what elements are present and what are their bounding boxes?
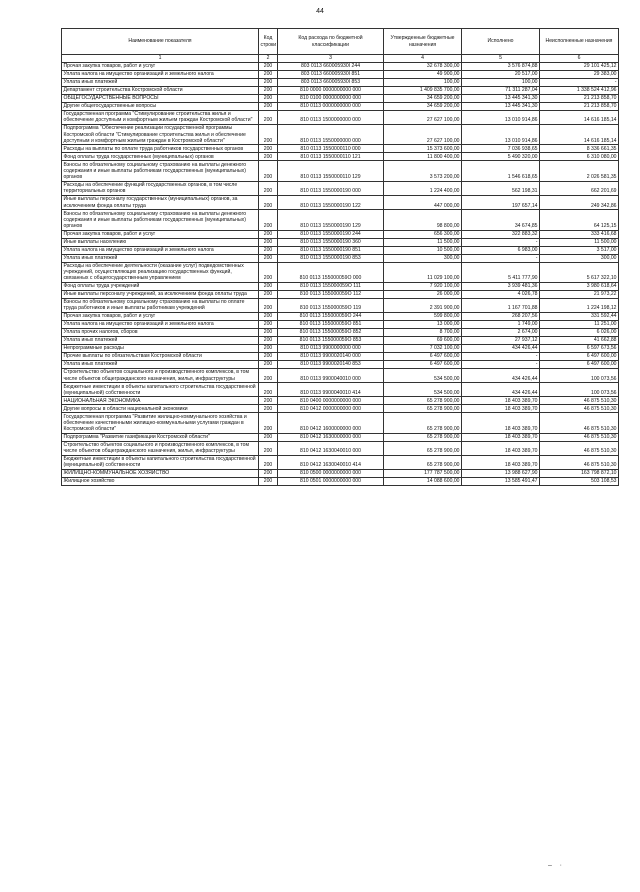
row-remaining-cell: 29 101 425,12	[540, 62, 619, 70]
row-name-cell: Государственная программа "Развитие жилищно-коммунального хозяйства и обеспечение качественными жилищно-коммунальными услугами граждан в Костромской области"	[62, 413, 259, 433]
row-line-code-cell: 200	[259, 145, 278, 153]
row-approved-cell: 11 500,00	[384, 238, 462, 246]
row-remaining-cell: 11 251,00	[540, 321, 619, 329]
row-remaining-cell: 1 338 524 412,96	[540, 86, 619, 94]
row-budget-code-cell: 810 0400 0000000000 000	[278, 397, 384, 405]
table-row	[62, 360, 619, 368]
column-number: 3	[278, 55, 384, 63]
row-line-code-cell: 200	[259, 405, 278, 413]
row-remaining-cell: 21 213 858,70	[540, 102, 619, 110]
table-row	[62, 145, 619, 153]
row-executed-cell: 18 403 389,70	[462, 433, 540, 441]
row-line-code-cell: 200	[259, 62, 278, 70]
row-remaining-cell: 100 073,56	[540, 368, 619, 382]
row-line-code-cell: 200	[259, 470, 278, 478]
row-line-code-cell: 200	[259, 78, 278, 86]
row-budget-code-cell: 810 0000 0000000000 000	[278, 86, 384, 94]
row-name-cell: Прочие выплаты по обязательствам Костромской области	[62, 353, 259, 361]
row-executed-cell: 18 403 389,70	[462, 405, 540, 413]
row-budget-code-cell: 810 0113 9900040010 000	[278, 368, 384, 382]
row-line-code-cell: 200	[259, 413, 278, 433]
row-budget-code-cell: 810 0500 0000000000 000	[278, 470, 384, 478]
row-budget-code-cell: 810 0501 0000000000 000	[278, 478, 384, 486]
row-line-code-cell: 200	[259, 298, 278, 312]
row-budget-code-cell: 810 0113 1550000190 000	[278, 181, 384, 195]
row-executed-cell: 18 403 389,70	[462, 413, 540, 433]
row-budget-code-cell: 810 0113 9900020140 000	[278, 353, 384, 361]
row-approved-cell: 300,00	[384, 254, 462, 262]
column-number: 4	[384, 55, 462, 63]
row-name-cell: Фонд оплаты труда государственных (муниципальных) органов	[62, 153, 259, 161]
row-budget-code-cell: 810 0113 1550000000 000	[278, 125, 384, 145]
row-budget-code-cell: 810 0113 1550000190 360	[278, 238, 384, 246]
header-budget-code: Код расхода по бюджетной классификации	[278, 29, 384, 55]
row-budget-code-cell: 810 0113 1550000190 129	[278, 210, 384, 230]
row-name-cell: Бюджетные инвестиции в объекты капитального строительства государственной (муниципальной) собственности	[62, 455, 259, 469]
row-executed-cell: 5 490 320,00	[462, 153, 540, 161]
row-budget-code-cell: 803 0113 660005930I 244	[278, 62, 384, 70]
column-number: 1	[62, 55, 259, 63]
header-name: Наименование показателя	[62, 29, 259, 55]
row-budget-code-cell: 810 0113 1550000110 000	[278, 145, 384, 153]
row-budget-code-cell: 803 0113 660005930I 853	[278, 78, 384, 86]
row-name-cell: НАЦИОНАЛЬНАЯ ЭКОНОМИКА	[62, 397, 259, 405]
row-executed-cell: 18 403 389,70	[462, 455, 540, 469]
row-line-code-cell: 200	[259, 161, 278, 181]
row-line-code-cell: 200	[259, 313, 278, 321]
row-remaining-cell: 3 517,00	[540, 246, 619, 254]
row-budget-code-cell: 810 0113 155000059О 852	[278, 329, 384, 337]
row-line-code-cell: 200	[259, 353, 278, 361]
row-approved-cell: 27 627 100,00	[384, 110, 462, 124]
row-line-code-cell: 200	[259, 110, 278, 124]
row-approved-cell: 14 088 600,00	[384, 478, 462, 486]
column-number-row	[62, 55, 619, 63]
table-row	[62, 397, 619, 405]
table-row	[62, 110, 619, 124]
table-row	[62, 478, 619, 486]
row-approved-cell: 2 391 900,00	[384, 298, 462, 312]
row-remaining-cell: 29 383,00	[540, 70, 619, 78]
row-remaining-cell: 100 073,56	[540, 383, 619, 397]
row-remaining-cell: 46 875 510,30	[540, 397, 619, 405]
row-name-cell: Подпрограмма "Развитие газификации Костромской области"	[62, 433, 259, 441]
row-budget-code-cell: 810 0412 1630040010 000	[278, 441, 384, 455]
table-row	[62, 238, 619, 246]
row-approved-cell: 447 000,00	[384, 196, 462, 210]
row-line-code-cell: 200	[259, 230, 278, 238]
table-row	[62, 210, 619, 230]
row-name-cell: Бюджетные инвестиции в объекты капитального строительства государственной (муниципальной) собственности	[62, 383, 259, 397]
row-remaining-cell: 662 201,69	[540, 181, 619, 195]
row-line-code-cell: 200	[259, 94, 278, 102]
row-name-cell: Жилищное хозяйство	[62, 478, 259, 486]
row-name-cell: Расходы на обеспечение деятельности (оказание услуг) подведомственных учреждений, осуществляющих реализацию государственных функций, связанных с общегосударственным управлением	[62, 262, 259, 282]
row-budget-code-cell: 810 0113 0000000000 000	[278, 102, 384, 110]
row-line-code-cell: 200	[259, 478, 278, 486]
row-executed-cell: -	[462, 238, 540, 246]
table-row	[62, 254, 619, 262]
table-row	[62, 196, 619, 210]
row-remaining-cell: 14 616 185,14	[540, 110, 619, 124]
row-executed-cell: 1 546 618,65	[462, 161, 540, 181]
row-approved-cell: 599 800,00	[384, 313, 462, 321]
table-row	[62, 230, 619, 238]
row-name-cell: Уплата прочих налогов, сборов	[62, 329, 259, 337]
row-line-code-cell: 200	[259, 337, 278, 345]
row-executed-cell: 322 883,32	[462, 230, 540, 238]
row-budget-code-cell: 810 0113 155000059О 119	[278, 298, 384, 312]
row-executed-cell: 562 198,31	[462, 181, 540, 195]
row-name-cell: Уплата иных платежей	[62, 254, 259, 262]
row-approved-cell: 11 800 400,00	[384, 153, 462, 161]
row-name-cell: Другие вопросы в области национальной экономики	[62, 405, 259, 413]
row-budget-code-cell: 810 0113 155000059О 111	[278, 282, 384, 290]
header-approved: Утвержденные бюджетные назначения	[384, 29, 462, 55]
row-executed-cell: 13 445 341,30	[462, 102, 540, 110]
row-budget-code-cell: 810 0113 155000059О 853	[278, 337, 384, 345]
row-name-cell: Иные выплаты персоналу учреждений, за исключением фонда оплаты труда	[62, 290, 259, 298]
row-remaining-cell: 2 026 581,35	[540, 161, 619, 181]
row-approved-cell: 656 300,00	[384, 230, 462, 238]
row-remaining-cell: 3 980 618,64	[540, 282, 619, 290]
row-line-code-cell: 200	[259, 383, 278, 397]
row-budget-code-cell: 810 0113 1550000190 122	[278, 196, 384, 210]
row-executed-cell: 268 207,56	[462, 313, 540, 321]
row-line-code-cell: 200	[259, 321, 278, 329]
row-name-cell: Уплата иных платежей	[62, 337, 259, 345]
row-line-code-cell: 200	[259, 181, 278, 195]
row-approved-cell: 49 900,00	[384, 70, 462, 78]
table-row	[62, 455, 619, 469]
table-row	[62, 321, 619, 329]
row-approved-cell: 100,00	[384, 78, 462, 86]
table-row	[62, 298, 619, 312]
row-executed-cell: 1 749,00	[462, 321, 540, 329]
row-remaining-cell: 46 875 510,30	[540, 455, 619, 469]
row-remaining-cell: 8 336 661,35	[540, 145, 619, 153]
row-remaining-cell: 249 342,86	[540, 196, 619, 210]
table-row	[62, 441, 619, 455]
row-approved-cell: 11 029 100,00	[384, 262, 462, 282]
row-line-code-cell: 200	[259, 397, 278, 405]
row-approved-cell: 65 278 900,00	[384, 397, 462, 405]
row-approved-cell: 8 700,00	[384, 329, 462, 337]
row-approved-cell: 15 373 600,00	[384, 145, 462, 153]
row-remaining-cell: 331 592,44	[540, 313, 619, 321]
row-executed-cell: 13 010 914,86	[462, 125, 540, 145]
row-remaining-cell: -	[540, 78, 619, 86]
row-approved-cell: 6 497 600,00	[384, 353, 462, 361]
row-executed-cell: 13 445 341,30	[462, 94, 540, 102]
row-budget-code-cell: 810 0113 1550000190 851	[278, 246, 384, 254]
row-executed-cell: 2 674,00	[462, 329, 540, 337]
row-line-code-cell: 200	[259, 345, 278, 353]
row-line-code-cell: 200	[259, 455, 278, 469]
row-name-cell: Департамент строительства Костромской области	[62, 86, 259, 94]
row-approved-cell: 1 409 835 700,00	[384, 86, 462, 94]
row-approved-cell: 534 500,00	[384, 383, 462, 397]
row-name-cell: Уплата налога на имущество организаций и земельного налога	[62, 321, 259, 329]
row-budget-code-cell: 810 0113 1550000110 129	[278, 161, 384, 181]
row-approved-cell: 13 000,00	[384, 321, 462, 329]
row-line-code-cell: 200	[259, 290, 278, 298]
page-corner-marks: – ·	[548, 862, 563, 869]
row-name-cell: Взносы по обязательному социальному страхованию на выплаты по оплате труда работников и иные выплаты работникам учреждений	[62, 298, 259, 312]
row-line-code-cell: 200	[259, 102, 278, 110]
header-executed: Исполнено	[462, 29, 540, 55]
row-executed-cell: 18 403 389,70	[462, 397, 540, 405]
row-executed-cell: 197 657,14	[462, 196, 540, 210]
row-remaining-cell: 41 662,88	[540, 337, 619, 345]
header-line-code: Код строки	[259, 29, 278, 55]
row-executed-cell: 4 026,78	[462, 290, 540, 298]
row-approved-cell: 34 659 200,00	[384, 102, 462, 110]
row-name-cell: Непрограммные расходы	[62, 345, 259, 353]
table-row	[62, 353, 619, 361]
row-name-cell: Другие общегосударственные вопросы	[62, 102, 259, 110]
row-executed-cell: 27 937,12	[462, 337, 540, 345]
row-budget-code-cell: 810 0412 1600000000 000	[278, 413, 384, 433]
row-line-code-cell: 200	[259, 254, 278, 262]
row-remaining-cell: 6 310 080,00	[540, 153, 619, 161]
header-remaining: Неисполненные назначения	[540, 29, 619, 55]
table-row	[62, 70, 619, 78]
row-line-code-cell: 200	[259, 433, 278, 441]
table-row	[62, 290, 619, 298]
row-remaining-cell: 300,00	[540, 254, 619, 262]
row-executed-cell: -	[462, 254, 540, 262]
row-remaining-cell: 503 108,53	[540, 478, 619, 486]
table-row	[62, 413, 619, 433]
row-name-cell: Прочая закупка товаров, работ и услуг	[62, 230, 259, 238]
row-approved-cell: 1 224 400,00	[384, 181, 462, 195]
row-executed-cell: 1 167 701,88	[462, 298, 540, 312]
table-row	[62, 86, 619, 94]
row-name-cell: ОБЩЕГОСУДАРСТВЕННЫЕ ВОПРОСЫ	[62, 94, 259, 102]
row-executed-cell: 5 411 777,90	[462, 262, 540, 282]
table-row	[62, 345, 619, 353]
row-name-cell: Строительство объектов социального и производственного комплексов, в том числе объектов общегражданского назначения, жилья, инфраструктуры	[62, 368, 259, 382]
row-name-cell: Прочая закупка товаров, работ и услуг	[62, 62, 259, 70]
table-row	[62, 153, 619, 161]
table-header-row	[62, 29, 619, 55]
row-budget-code-cell: 810 0412 1630000000 000	[278, 433, 384, 441]
row-name-cell: Иные выплаты персоналу государственных (муниципальных) органов, за исключением фонда оплаты труда	[62, 196, 259, 210]
row-name-cell: Уплата иных платежей	[62, 78, 259, 86]
row-executed-cell: 3 576 874,88	[462, 62, 540, 70]
row-remaining-cell: 11 500,00	[540, 238, 619, 246]
table-row	[62, 313, 619, 321]
row-line-code-cell: 200	[259, 441, 278, 455]
row-budget-code-cell: 810 0113 9900000000 000	[278, 345, 384, 353]
row-remaining-cell: 46 875 510,30	[540, 405, 619, 413]
table-row	[62, 246, 619, 254]
row-name-cell: Уплата налога на имущество организаций и земельного налога	[62, 70, 259, 78]
row-budget-code-cell: 803 0113 660005930I 851	[278, 70, 384, 78]
table-row	[62, 282, 619, 290]
row-budget-code-cell: 810 0113 155000059О 851	[278, 321, 384, 329]
row-budget-code-cell: 810 0113 9900040010 414	[278, 383, 384, 397]
row-remaining-cell: 6 026,00	[540, 329, 619, 337]
row-remaining-cell: 6 497 600,00	[540, 353, 619, 361]
row-remaining-cell: 46 875 510,30	[540, 413, 619, 433]
budget-execution-table	[61, 28, 619, 486]
table-row	[62, 337, 619, 345]
row-budget-code-cell: 810 0100 0000000000 000	[278, 94, 384, 102]
row-remaining-cell: 46 875 510,30	[540, 441, 619, 455]
row-budget-code-cell: 810 0113 1500000000 000	[278, 110, 384, 124]
row-name-cell: Фонд оплаты труда учреждений	[62, 282, 259, 290]
table-row	[62, 405, 619, 413]
row-line-code-cell: 200	[259, 262, 278, 282]
table-row	[62, 78, 619, 86]
row-budget-code-cell: 810 0412 0000000000 000	[278, 405, 384, 413]
table-row	[62, 470, 619, 478]
row-line-code-cell: 200	[259, 125, 278, 145]
row-executed-cell: 7 036 938,65	[462, 145, 540, 153]
row-executed-cell: 3 939 481,36	[462, 282, 540, 290]
table-body	[62, 62, 619, 485]
row-remaining-cell: 333 416,68	[540, 230, 619, 238]
row-name-cell: Взносы по обязательному социальному страхованию на выплаты денежного содержания и иные выплаты работникам государственных (муниципальных) органов	[62, 210, 259, 230]
row-name-cell: ЖИЛИЩНО-КОММУНАЛЬНОЕ ХОЗЯЙСТВО	[62, 470, 259, 478]
row-remaining-cell: 6 597 673,56	[540, 345, 619, 353]
row-name-cell: Уплата иных платежей	[62, 360, 259, 368]
column-number: 5	[462, 55, 540, 63]
row-approved-cell: 34 659 200,00	[384, 94, 462, 102]
row-executed-cell: -	[462, 353, 540, 361]
row-executed-cell: 13 585 491,47	[462, 478, 540, 486]
row-remaining-cell: 5 617 322,10	[540, 262, 619, 282]
table-row	[62, 262, 619, 282]
row-remaining-cell: 64 125,15	[540, 210, 619, 230]
row-line-code-cell: 200	[259, 329, 278, 337]
table-row	[62, 329, 619, 337]
row-executed-cell: 34 674,85	[462, 210, 540, 230]
row-approved-cell: 26 000,00	[384, 290, 462, 298]
row-budget-code-cell: 810 0113 1550000190 853	[278, 254, 384, 262]
row-name-cell: Расходы на выплаты по оплате труда работников государственных органов	[62, 145, 259, 153]
row-approved-cell: 7 920 100,00	[384, 282, 462, 290]
row-remaining-cell: 6 497 600,00	[540, 360, 619, 368]
table-row	[62, 102, 619, 110]
row-executed-cell: 18 403 389,70	[462, 441, 540, 455]
row-executed-cell: -	[462, 360, 540, 368]
row-line-code-cell: 200	[259, 282, 278, 290]
row-name-cell: Строительство объектов социального и производственного комплексов, в том числе объектов общегражданского назначения, жилья, инфраструктуры	[62, 441, 259, 455]
row-approved-cell: 6 497 600,00	[384, 360, 462, 368]
row-approved-cell: 65 278 900,00	[384, 413, 462, 433]
row-remaining-cell: 14 616 185,14	[540, 125, 619, 145]
row-budget-code-cell: 810 0113 155000059О 000	[278, 262, 384, 282]
row-budget-code-cell: 810 0113 1550000190 244	[278, 230, 384, 238]
row-executed-cell: 434 426,44	[462, 368, 540, 382]
row-executed-cell: 434 426,44	[462, 383, 540, 397]
row-approved-cell: 65 278 900,00	[384, 441, 462, 455]
row-executed-cell: 434 426,44	[462, 345, 540, 353]
row-budget-code-cell: 810 0412 1630040010 414	[278, 455, 384, 469]
row-approved-cell: 10 500,00	[384, 246, 462, 254]
row-approved-cell: 69 600,00	[384, 337, 462, 345]
row-remaining-cell: 163 798 872,10	[540, 470, 619, 478]
row-name-cell: Государственная программа "Стимулирование строительства жилья и обеспечение доступным и комфортным жильем граждан Костромской области"	[62, 110, 259, 124]
page-number: 44	[316, 8, 324, 15]
row-line-code-cell: 200	[259, 360, 278, 368]
table-row	[62, 383, 619, 397]
row-executed-cell: 100,00	[462, 78, 540, 86]
row-name-cell: Взносы по обязательному социальному страхованию на выплаты денежного содержания и иные выплаты работникам государственных (муниципальных) органов	[62, 161, 259, 181]
column-number: 6	[540, 55, 619, 63]
row-approved-cell: 65 278 900,00	[384, 455, 462, 469]
row-approved-cell: 65 278 900,00	[384, 405, 462, 413]
row-line-code-cell: 200	[259, 368, 278, 382]
row-approved-cell: 7 032 100,00	[384, 345, 462, 353]
table-row	[62, 62, 619, 70]
row-line-code-cell: 200	[259, 238, 278, 246]
row-executed-cell: 20 517,00	[462, 70, 540, 78]
table-row	[62, 161, 619, 181]
row-executed-cell: 13 010 914,86	[462, 110, 540, 124]
row-line-code-cell: 200	[259, 153, 278, 161]
row-executed-cell: 6 983,00	[462, 246, 540, 254]
row-line-code-cell: 200	[259, 246, 278, 254]
row-remaining-cell: 46 875 510,30	[540, 433, 619, 441]
row-line-code-cell: 200	[259, 86, 278, 94]
table-row	[62, 368, 619, 382]
row-name-cell: Прочая закупка товаров, работ и услуг	[62, 313, 259, 321]
row-approved-cell: 98 800,00	[384, 210, 462, 230]
row-budget-code-cell: 810 0113 155000059О 244	[278, 313, 384, 321]
row-budget-code-cell: 810 0113 155000059О 112	[278, 290, 384, 298]
row-budget-code-cell: 810 0113 1550000110 121	[278, 153, 384, 161]
row-remaining-cell: 1 224 198,12	[540, 298, 619, 312]
row-approved-cell: 177 787 500,00	[384, 470, 462, 478]
table-row	[62, 181, 619, 195]
row-remaining-cell: 21 973,22	[540, 290, 619, 298]
table-row	[62, 433, 619, 441]
column-number: 2	[259, 55, 278, 63]
row-name-cell: Расходы на обеспечение функций государственных органов, в том числе территориальных органов	[62, 181, 259, 195]
row-approved-cell: 534 500,00	[384, 368, 462, 382]
row-name-cell: Уплата налога на имущество организаций и земельного налога	[62, 246, 259, 254]
row-executed-cell: 13 988 627,90	[462, 470, 540, 478]
table-row	[62, 94, 619, 102]
row-remaining-cell: 21 213 858,70	[540, 94, 619, 102]
row-approved-cell: 27 627 100,00	[384, 125, 462, 145]
row-budget-code-cell: 810 0113 9900020140 853	[278, 360, 384, 368]
row-line-code-cell: 200	[259, 70, 278, 78]
row-approved-cell: 32 678 300,00	[384, 62, 462, 70]
row-approved-cell: 3 573 200,00	[384, 161, 462, 181]
row-name-cell: Подпрограмма "Обеспечение реализации государственной программы Костромской области "Стимулирование строительства жилья и обеспечение доступным и комфортным жильем граждан в Костромской области"	[62, 125, 259, 145]
table-row	[62, 125, 619, 145]
row-executed-cell: 71 311 287,04	[462, 86, 540, 94]
row-line-code-cell: 200	[259, 210, 278, 230]
row-line-code-cell: 200	[259, 196, 278, 210]
row-approved-cell: 65 278 900,00	[384, 433, 462, 441]
row-name-cell: Иные выплаты населению	[62, 238, 259, 246]
